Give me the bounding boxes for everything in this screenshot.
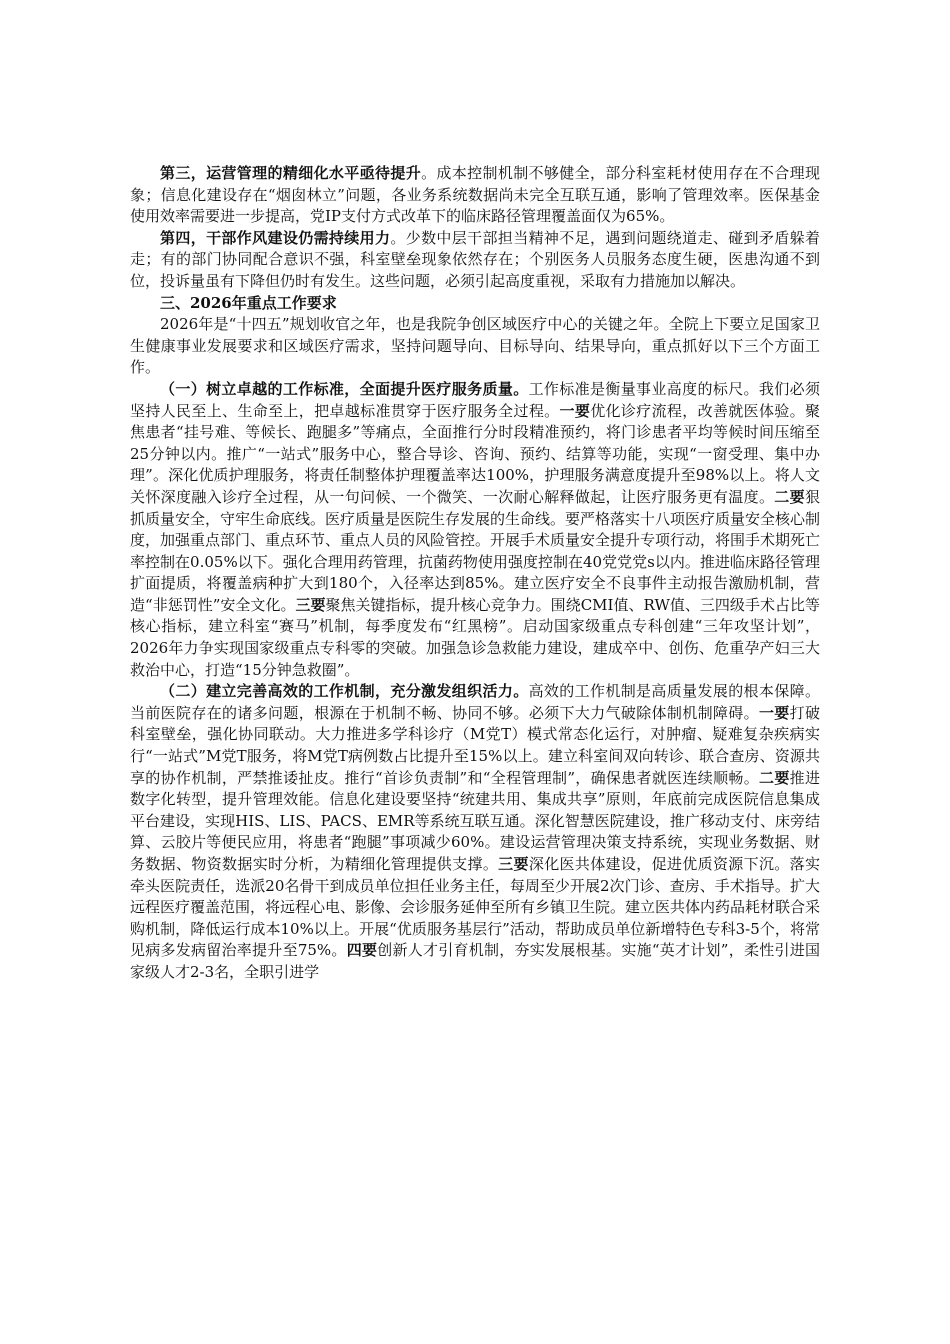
- paragraph-lead: 第四，干部作风建设仍需持续用力: [160, 228, 391, 247]
- keyword-point-two: 二要: [759, 768, 790, 787]
- paragraph-body: 。少数中层干部担当精神不足，遇到问题绕道走、碰到矛盾躲着走；有的部门协同配合意识不强，科室壁垒现象依然存在；个别医务人员服务态度生硬，医患沟通不到位，投诉量虽有下降但仍时有发生。这些问题，必须引起高度重视，采取有力措施加以解决。: [130, 228, 820, 290]
- paragraph-problem-four: [130, 228, 820, 293]
- keyword-point-four: 四要: [346, 941, 378, 960]
- paragraph-work-mechanism: [130, 681, 820, 983]
- paragraph-intro-2026: 2026年是“十四五”规划收官之年，也是我院争创区域医疗中心的关键之年。全院上下要立足国家卫生健康事业发展要求和区域医疗需求，坚持问题导向、目标导向、结果导向，重点抓好以下三个方面工作。: [130, 315, 820, 377]
- paragraph-lead: （二）建立完善高效的工作机制，充分激发组织活力。: [160, 682, 529, 701]
- paragraph-lead: 第三，运营管理的精细化水平亟待提升: [160, 164, 422, 182]
- keyword-point-one: 一要: [559, 401, 591, 420]
- paragraph-body: 高效的工作机制是高质量发展的根本保障。当前医院存在的诸多问题，根源在于机制不畅、协同不够。必须下大力气破除体制机制障碍。: [130, 682, 820, 722]
- document-page: [130, 163, 820, 984]
- paragraph-body: 推进数字化转型，提升管理效能。信息化建设要坚持“统建共用、集成共享”原则，年底前完成医院信息集成平台建设，实现HIS、LIS、PACS、EMR等系统互联互通。深化智慧医院建设，推广移动支付、床旁结算、云胶片等便民应用，将患者“跑腿”事项减少60%。建设运营管理决策支持系统，实现业务数据、财务数据、物资数据实时分析，为精细化管理提供支撑。: [130, 768, 820, 873]
- keyword-point-one: 一要: [758, 703, 790, 722]
- paragraph-body: 优化诊疗流程，改善就医体验。聚焦患者“挂号难、等候长、跑腿多”等痛点，全面推行分时段精准预约，将门诊患者平均等候时间压缩至25分钟以内。推广“一站式”服务中心，整合导诊、咨询、预约、结算等功能，实现“一窗受理、集中办理”。深化优质护理服务，将责任制整体护理覆盖率达100%，护理服务满意度提升至98%以上。将人文关怀深度融入诊疗全过程，从一句问候、一个微笑、一次耐心解释做起，让医疗服务更有温度。: [130, 401, 820, 506]
- paragraph-body: 狠抓质量安全，守牢生命底线。医疗质量是医院生存发展的生命线。要严格落实十八项医疗质量安全核心制度，加强重点部门、重点环节、重点人员的风险管控。开展手术质量安全提升专项行动，将围手术期死亡率控制在0.05%以下。强化合理用药管理，抗菌药物使用强度控制在40党党党s以内。推进临床路径管理扩面提质，将覆盖病种扩大到180个，入径率达到85%。建立医疗安全不良事件主动报告激励机制，营造“非惩罚性”安全文化。: [130, 487, 821, 614]
- section-heading: 三、2026年重点工作要求: [160, 293, 337, 312]
- paragraph-work-standard: [130, 379, 820, 681]
- paragraph-body: 。成本控制机制不够健全，部分科室耗材使用存在不合理现象；信息化建设存在“烟囱林立”问题，各业务系统数据尚未完全互联互通，影响了管理效率。医保基金使用效率需要进一步提高，党IP支付方式改革下的临床路径管理覆盖面仅为65%。: [130, 164, 820, 226]
- paragraph-body: 深化医共体建设，促进优质资源下沉。落实牵头医院责任，选派20名骨干到成员单位担任业务主任，每周至少开展2次门诊、查房、手术指导。扩大远程医疗覆盖范围，将远程心电、影像、会诊服务延伸至所有乡镇卫生院。建立医共体内药品耗材联合采购机制，降低运行成本10%以上。开展“优质服务基层行”活动，帮助成员单位新增特色专科3-5个，将常见病多发病留治率提升至75%。: [130, 855, 821, 960]
- paragraph-body: 创新人才引育机制，夯实发展根基。实施“英才计划”，柔性引进国家级人才2-3名，全职引进学: [130, 941, 820, 981]
- paragraph-body: 打破科室壁垒，强化协同联动。大力推进多学科诊疗（M党T）模式常态化运行，对肿瘤、疑难复杂疾病实行“一站式”M党T服务，将M党T病例数占比提升至15%以上。建立科室间双向转诊、联合查房、资源共享的协作机制，严禁推诿扯皮。推行“首诊负责制”和“全程管理制”，确保患者就医连续顺畅。: [130, 703, 820, 787]
- keyword-point-two: 二要: [774, 487, 805, 506]
- paragraph-body: 聚焦关键指标，提升核心竞争力。围绕CMI值、RW值、三四级手术占比等核心指标，建立科室“赛马”机制，每季度发布“红黑榜”。启动国家级重点专科创建“三年攻坚计划”，2026年力争实现国家级重点专科零的突破。加强急诊急救能力建设，建成卒中、创伤、危重孕产妇三大救治中心，打造“15分钟急救圈”。: [130, 595, 820, 679]
- keyword-point-three: 三要: [295, 595, 326, 614]
- keyword-point-three: 三要: [498, 855, 529, 873]
- paragraph-lead: （一）树立卓越的工作标准，全面提升医疗服务质量。: [160, 379, 529, 398]
- paragraph-body: 工作标准是衡量事业高度的标尺。我们必须坚持人民至上、生命至上，把卓越标准贯穿于医疗服务全过程。: [130, 379, 820, 420]
- paragraph-problem-three: [130, 163, 820, 228]
